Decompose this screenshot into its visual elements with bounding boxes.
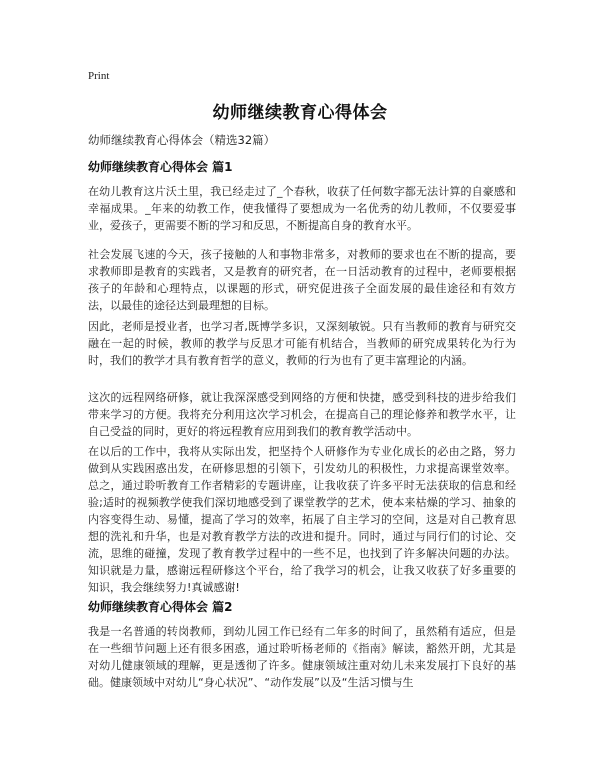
paragraph: 社会发展飞速的今天，孩子接触的人和事物非常多，对教师的要求也在不断的提高，要求教师即是教育的实践者，又是教育的研究者，在一日活动教育的过程中，老师要根据孩子的年龄和心理特点，以课题的形式，研究促进孩子全面发展的最佳途径和有效方法，以最佳的途径达到最理想的目标。: [88, 248, 516, 312]
document-subtitle: 幼师继续教育心得体会（精选32篇）: [88, 133, 276, 147]
paragraph: 这次的远程网络研修，就让我深深感受到网络的方便和快捷，感受到科技的进步给我们带来学习的方便。我将充分利用这次学习机会，在提高自己的理论修养和教学水平，让自己受益的同时，更好的将远程教育应用到我们的教育教学活动中。: [88, 391, 516, 438]
paragraph: 我是一名普通的转岗教师，到幼儿园工作已经有二年多的时间了，虽然稍有适应，但是在一些细节问题上还有很多困惑，通过聆听杨老师的《指南》解读，豁然开朗，尤其是对幼儿健康领域的理解，更是透彻了许多。健康领域注重对幼儿未来发展打下良好的基础。健康领域中对幼儿“身心状况”、“动作发展”以及“生活习惯与生: [88, 625, 516, 689]
section-heading: 幼师继续教育心得体会 篇2: [88, 600, 233, 614]
paragraph: 在以后的工作中，我将从实际出发，把坚持个人研修作为专业化成长的必由之路，努力做到从实践困惑出发，在研修思想的引领下，引发幼儿的积极性，力求提高课堂效率。总之，通过聆听教育工作者精彩的专题讲座，让我收获了许多平时无法获取的信息和经验;适时的视频教学使我们深切地感受到了课堂教学的艺术，使本来枯燥的学习、抽象的内容变得生动、易懂，提高了学习的效率，拓展了自主学习的空间，这是对自己教育思想的洗礼和升华，也是对教育教学方法的改进和提升。同时，通过与同行们的讨论、交流，思维的碰撞，发现了教育教学过程中的一些不足，也找到了许多解决问题的办法。知识就是力量，感谢远程研修这个平台，给了我学习的机会，让我又收获了好多重要的知识，我会继续努力!真诚感谢!: [88, 445, 516, 594]
page-title: 幼师继续教育心得体会: [212, 103, 388, 123]
section-heading: 幼师继续教育心得体会 篇1: [88, 160, 233, 174]
print-link[interactable]: Print: [88, 70, 110, 82]
paragraph: 在幼儿教育这片沃土里，我已经走过了_个春秋，收获了任何数字都无法计算的自豪感和幸福成果。_年来的幼教工作，使我懂得了要想成为一名优秀的幼儿教师，不仅要爱事业，爱孩子，更需要不断的学习和反思，不断提高自身的教育水平。: [88, 185, 516, 232]
paragraph: 因此，老师是授业者，也学习者,既博学多识，又深刻敏锐。只有当教师的教育与研究交融在一起的时候，教师的教学与反思才可能有机结合，当教师的研究成果转化为行为时，我们的教学才具有教育哲学的意义，教师的行为也有了更丰富理论的内涵。: [88, 320, 516, 367]
